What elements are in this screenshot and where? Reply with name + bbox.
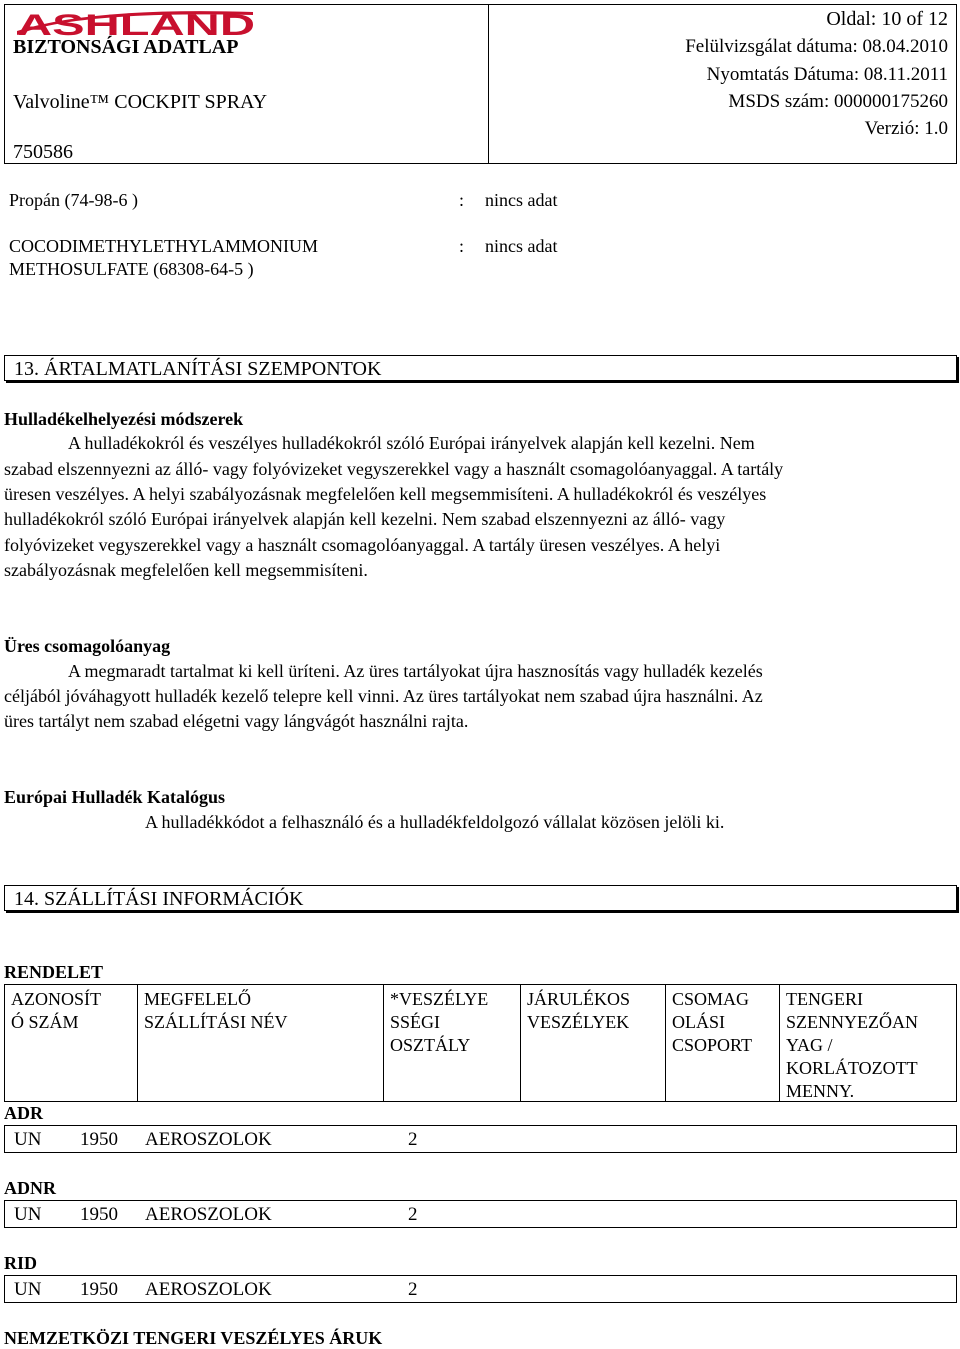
imdg-label: NEMZETKÖZI TENGERI VESZÉLYES ÁRUK [4,1328,383,1348]
disposal-text-line: szabad elszennyezni az álló- vagy folyóvizeket vegyszerekkel vagy a használt csomagolóanyaggal. A tartály [4,459,784,479]
ingredient-separator: : [459,236,465,256]
revision-date: Felülvizsgálat dátuma: 08.04.2010 [685,36,948,57]
transport-row [4,1275,957,1303]
disposal-text-line: A hulladékokról és veszélyes hulladékokról szóló Európai irányelvek alapján kell kezelni. Nem [68,433,755,453]
packaging-heading: Üres csomagolóanyag [4,636,171,656]
col-header-shipping-name [137,984,384,1102]
col-header-text: KORLÁTOZOTT [786,1058,918,1078]
col-header-text: VESZÉLYEK [527,1012,630,1032]
ewc-heading: Európai Hulladék Katalógus [4,787,226,807]
col-header-text: Ó SZÁM [11,1012,79,1032]
col-header-text: AZONOSÍT [11,989,101,1009]
col-header-text: *VESZÉLYE [390,989,489,1009]
col-header-packing-group [665,984,780,1102]
packaging-text-line: céljából jóváhagyott hulladék kezelő telepre kell vinni. Az üres tartályokat nem szabad újra használni. Az [4,686,763,706]
section-14-header [4,885,957,911]
document-header [4,4,957,164]
product-name: Valvoline™ COCKPIT SPRAY [13,91,268,113]
hazard-class: 2 [408,1279,418,1300]
ingredient-value: nincs adat [485,190,558,210]
section-13-header [4,355,957,381]
col-header-subsidiary-risks [520,984,666,1102]
disposal-heading: Hulladékelhelyezési módszerek [4,409,244,429]
un-prefix: UN [14,1204,42,1225]
ingredient-value: nincs adat [485,236,558,256]
col-header-text: SZENNYEZŐAN [786,1012,918,1032]
col-header-text: SZÁLLÍTÁSI NÉV [144,1012,288,1032]
col-header-id-number [4,984,138,1102]
col-header-hazard-class [383,984,521,1102]
col-header-text: CSOPORT [672,1035,752,1055]
col-header-text: OSZTÁLY [390,1035,471,1055]
col-header-marine-pollutant [779,984,957,1102]
packaging-text-line: A megmaradt tartalmat ki kell üríteni. Az üres tartályokat újra hasznosítás vagy hulladék kezelés [68,661,763,681]
transport-mode-label: RID [4,1253,38,1273]
ingredient-separator: : [459,190,465,210]
disposal-text-line: folyóvizeket vegyszerekkel vagy a használt csomagolóanyaggal. A tartály üresen veszélyes. A helyi [4,535,721,555]
disposal-text-line: szabályozásnak megfelelően kell megsemmisíteni. [4,560,368,580]
document-title: BIZTONSÁGI ADATLAP [13,36,239,58]
hazard-class: 2 [408,1204,418,1225]
product-code: 750586 [13,141,73,163]
un-prefix: UN [14,1279,42,1300]
col-header-text: MEGFELELŐ [144,989,251,1009]
transport-mode-label: ADNR [4,1178,56,1198]
col-header-text: TENGERI [786,989,863,1009]
transport-row [4,1200,957,1228]
transport-mode-label: ADR [4,1103,43,1123]
ingredient-name-cont: METHOSULFATE (68308-64-5 ) [9,259,254,279]
ewc-text: A hulladékkódot a felhasználó és a hulladékfeldolgozó vállalat közösen jelöli ki. [145,812,725,832]
section-13-title: 13. ÁRTALMATLANÍTÁSI SZEMPONTOK [14,358,382,380]
un-number: 1950 [80,1129,118,1150]
disposal-text-line: hulladékokról szóló Európai irányelvek alapján kell kezelni. Nem szabad elszennyezni az álló- vagy [4,509,726,529]
col-header-text: MENNY. [786,1081,855,1101]
col-header-text: CSOMAG [672,989,750,1009]
un-prefix: UN [14,1129,42,1150]
un-number: 1950 [80,1204,118,1225]
ingredient-name: Propán (74-98-6 ) [9,190,138,210]
print-date: Nyomtatás Dátuma: 08.11.2011 [706,64,948,85]
version: Verzió: 1.0 [864,118,948,139]
section-14-title: 14. SZÁLLÍTÁSI INFORMÁCIÓK [14,888,304,910]
col-header-text: JÁRULÉKOS [527,989,631,1009]
disposal-text-line: üresen veszélyes. A helyi szabályozásnak megfelelően kell megsemmisíteni. A hulladékokról és veszélyes [4,484,767,504]
col-header-text: OLÁSI [672,1012,725,1032]
un-number: 1950 [80,1279,118,1300]
shipping-name: AEROSZOLOK [145,1204,272,1225]
svg-text:ASHLAND: ASHLAND [17,9,255,37]
page-number: Oldal: 10 of 12 [826,8,948,30]
col-header-text: YAG / [786,1035,833,1055]
packaging-text-line: üres tartályt nem szabad elégetni vagy lángvágót használni rajta. [4,711,469,731]
shipping-name: AEROSZOLOK [145,1279,272,1300]
ashland-logo [13,9,259,37]
ingredient-name: COCODIMETHYLETHYLAMMONIUM [9,236,318,256]
regulation-label: RENDELET [4,962,104,982]
msds-number: MSDS szám: 000000175260 [728,91,948,112]
shipping-name: AEROSZOLOK [145,1129,272,1150]
col-header-text: SSÉGI [390,1012,441,1032]
hazard-class: 2 [408,1129,418,1150]
transport-row [4,1125,957,1153]
header-divider [488,5,489,163]
